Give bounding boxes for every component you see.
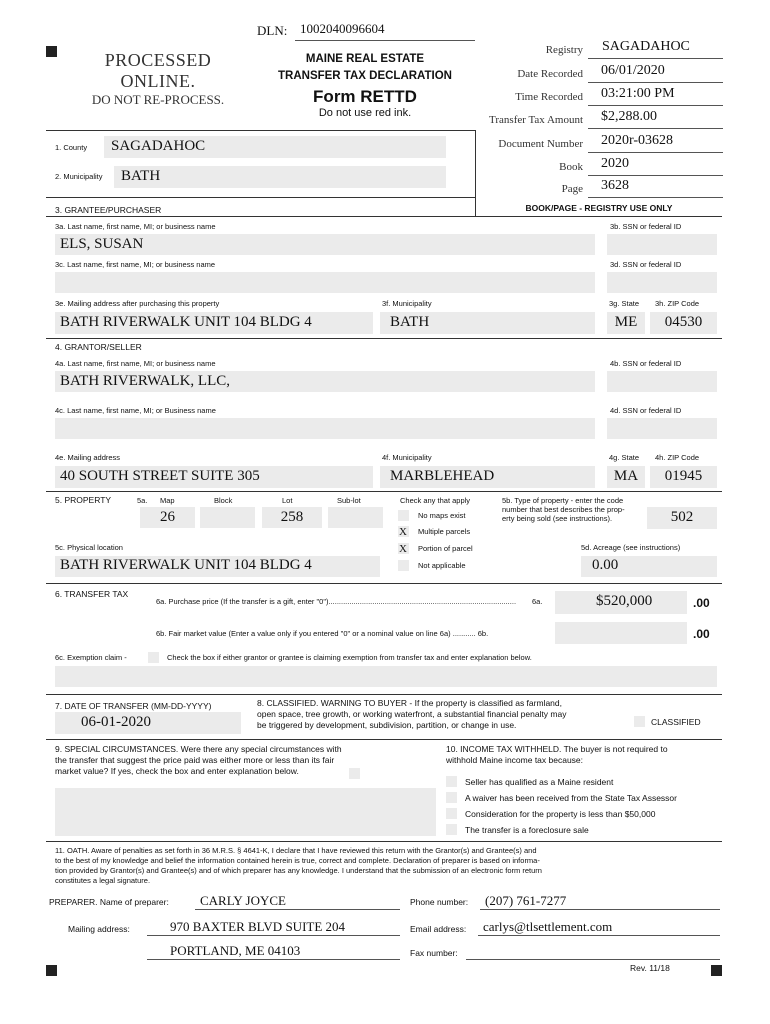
transfer-tax-section-title: 6. TRANSFER TAX (55, 589, 129, 599)
not-applicable-label: Not applicable (418, 561, 466, 570)
check-any-label: Check any that apply (400, 496, 471, 505)
email-label: Email address: (410, 924, 467, 934)
time-recorded-value: 03:21:00 PM (601, 86, 675, 101)
classified-line-1: 8. CLASSIFIED. WARNING TO BUYER - If the property is classified as farmland, (257, 698, 562, 708)
withheld-option-3: Consideration for the property is less than $50,000 (465, 809, 656, 819)
grantee-name-c-label: 3c. Last name, first name, MI; or business name (55, 260, 216, 269)
map-label: Map (160, 496, 175, 505)
grantee-ssn-d-field[interactable] (607, 272, 717, 293)
fair-market-value-label: 6b. Fair market value (Enter a value only if you entered "0" or a nominal value on line 6a) ........... 6b. (156, 629, 489, 638)
grantor-ssn-b-field[interactable] (607, 371, 717, 392)
purchase-price-tag: 6a. (532, 597, 543, 606)
grantor-ssn-b-label: 4b. SSN or federal ID (610, 359, 682, 368)
multiple-parcels-x: X (399, 526, 407, 538)
grantor-ssn-d-label: 4d. SSN or federal ID (610, 406, 682, 415)
grantee-municipality-label: 3f. Municipality (382, 299, 432, 308)
map-sub-label: 5a. (137, 496, 148, 505)
transfer-date-label: 7. DATE OF TRANSFER (MM-DD-YYYY) (55, 701, 212, 711)
physical-location-label: 5c. Physical location (55, 543, 123, 552)
registry-label: Registry (545, 44, 583, 56)
multiple-parcels-label: Multiple parcels (418, 527, 471, 536)
preparer-name: CARLY JOYCE (200, 893, 286, 908)
grantor-zip-label: 4h. ZIP Code (655, 453, 700, 462)
income-tax-withheld-line-1: 10. INCOME TAX WITHHELD. The buyer is not required to (446, 744, 668, 754)
special-circumstances-line-1: 9. SPECIAL CIRCUMSTANCES. Were there any special circumstances with (55, 744, 342, 754)
fair-market-value-field[interactable] (555, 622, 687, 644)
oath-line-1: 11. OATH. Aware of penalties as set forth in 36 M.R.S. § 4641-K, I declare that I have reviewed this return with the Grantor(s) and Grantee(s) and (55, 846, 537, 855)
classified-checkbox-label: CLASSIFIED (651, 717, 701, 727)
classified-line-2: open space, tree growth, or working waterfront, a substantial financial penalty may (257, 709, 567, 719)
property-type-label-1: 5b. Type of property - enter the code (502, 496, 624, 505)
date-recorded-label: Date Recorded (517, 68, 583, 80)
dln-value: 1002040096604 (300, 21, 385, 36)
not-applicable-checkbox[interactable] (398, 560, 409, 571)
block-label: Block (214, 496, 233, 505)
stamp-do-not: DO NOT RE-PROCESS. (91, 92, 225, 107)
transfer-date-value: 06-01-2020 (81, 714, 151, 730)
oath-line-4: constitutes a legal signature. (55, 876, 151, 885)
grantor-address: 40 SOUTH STREET SUITE 305 (60, 468, 260, 484)
oath-line-2: to the best of my knowledge and belief the information contained herein is true, correct and complete. Declaration of preparer is based on informa- (55, 856, 540, 865)
withheld-option-3-checkbox[interactable] (446, 808, 457, 819)
classified-checkbox[interactable] (634, 716, 645, 727)
grantor-name-a: BATH RIVERWALK, LLC, (60, 373, 230, 389)
mailing-address-line-1: 970 BAXTER BLVD SUITE 204 (170, 919, 346, 934)
mailing-address-label: Mailing address: (68, 924, 130, 934)
form-title-2: TRANSFER TAX DECLARATION (278, 70, 452, 82)
withheld-option-4: The transfer is a foreclosure sale (465, 825, 589, 835)
grantee-zip: 04530 (664, 314, 703, 330)
grantee-ssn-b-label: 3b. SSN or federal ID (610, 222, 682, 231)
map-value: 26 (160, 509, 175, 525)
portion-parcel-label: Portion of parcel (418, 544, 473, 553)
grantee-address: BATH RIVERWALK UNIT 104 BLDG 4 (60, 314, 312, 330)
property-type-label-2: number that best describes the prop- (502, 505, 625, 514)
fax-label: Fax number: (410, 948, 458, 958)
income-tax-withheld-line-2: withhold Maine income tax because: (446, 755, 584, 765)
registry-value: SAGADAHOC (602, 39, 690, 54)
withheld-option-4-checkbox[interactable] (446, 824, 457, 835)
phone-value: (207) 761-7277 (485, 893, 567, 908)
grantor-zip: 01945 (664, 468, 703, 484)
stamp-processed: PROCESSED (104, 50, 212, 70)
fair-market-value-cents: .00 (693, 627, 710, 641)
transfer-tax-amount-label: Transfer Tax Amount (489, 114, 583, 126)
municipality-field[interactable] (114, 166, 446, 188)
grantor-municipality: MARBLEHEAD (390, 468, 495, 484)
date-recorded-value: 06/01/2020 (601, 63, 665, 78)
purchase-price-value: $520,000 (596, 593, 653, 609)
registry-use-only: BOOK/PAGE - REGISTRY USE ONLY (525, 203, 673, 213)
county-label: 1. County (55, 143, 88, 152)
grantor-name-c-field[interactable] (55, 418, 595, 439)
grantor-name-c-label: 4c. Last name, first name, MI; or Business name (55, 406, 216, 415)
acreage-label: 5d. Acreage (see instructions) (581, 543, 681, 552)
transfer-tax-amount-value: $2,288.00 (601, 109, 657, 124)
oath-line-3: tion provided by Grantor(s) and Grantee(s) and of which preparer has any knowledge. I understand that the submission of an electronic form return (55, 866, 542, 875)
preparer-name-label: PREPARER. Name of preparer: (49, 897, 169, 907)
dln-label: DLN: (257, 23, 288, 38)
grantee-ssn-b-field[interactable] (607, 234, 717, 255)
grantor-section-title: 4. GRANTOR/SELLER (55, 342, 142, 352)
portion-parcel-x: X (399, 543, 407, 555)
grantee-name-c-field[interactable] (55, 272, 595, 293)
county-value: SAGADAHOC (111, 138, 206, 154)
exemption-text: Check the box if either grantor or grantee is claiming exemption from transfer tax and enter explanation below. (167, 653, 532, 662)
document-number-value: 2020r-03628 (601, 133, 674, 148)
grantor-ssn-d-field[interactable] (607, 418, 717, 439)
grantee-address-label: 3e. Mailing address after purchasing this property (55, 299, 220, 308)
book-label: Book (559, 161, 583, 173)
revision-label: Rev. 11/18 (630, 963, 670, 973)
property-type-label-3: erty being sold (see instructions). (502, 514, 613, 523)
ink-note: Do not use red ink. (318, 107, 412, 119)
property-section-title: 5. PROPERTY (55, 495, 112, 505)
mailing-address-line-2: PORTLAND, ME 04103 (170, 943, 301, 958)
grantor-municipality-label: 4f. Municipality (382, 453, 432, 462)
stamp-online: ONLINE. (120, 71, 196, 91)
grantor-state: MA (613, 468, 639, 484)
grantee-zip-label: 3h. ZIP Code (655, 299, 700, 308)
page-label: Page (561, 183, 583, 195)
book-value: 2020 (601, 156, 629, 171)
corner-mark (46, 46, 57, 57)
sublot-label: Sub-lot (337, 496, 361, 505)
withheld-option-1-checkbox[interactable] (446, 776, 457, 787)
form-name: Form RETTD (313, 87, 417, 106)
grantor-address-label: 4e. Mailing address (55, 453, 121, 462)
grantee-state: ME (614, 314, 638, 330)
grantee-municipality: BATH (390, 314, 430, 330)
grantor-name-a-label: 4a. Last name, first name, MI; or business name (55, 359, 216, 368)
page-value: 3628 (601, 178, 629, 193)
physical-location: BATH RIVERWALK UNIT 104 BLDG 4 (60, 557, 312, 573)
grantor-state-label: 4g. State (609, 453, 640, 462)
grantee-name-a: ELS, SUSAN (60, 236, 144, 252)
special-circumstances-line-3: market value? If yes, check the box and enter explanation below. (55, 766, 299, 776)
document-number-label: Document Number (498, 138, 583, 150)
no-maps-label: No maps exist (418, 511, 466, 520)
corner-mark (711, 965, 722, 976)
withheld-option-2: A waiver has been received from the State Tax Assessor (465, 793, 677, 803)
withheld-option-2-checkbox[interactable] (446, 792, 457, 803)
grantee-state-label: 3g. State (609, 299, 640, 308)
exemption-explanation-field[interactable] (55, 666, 717, 687)
municipality-value: BATH (121, 168, 161, 184)
special-circumstances-explanation[interactable] (55, 788, 436, 836)
email-value: carlys@tlsettlement.com (483, 919, 613, 934)
lot-label: Lot (282, 496, 293, 505)
form-title-1: MAINE REAL ESTATE (305, 53, 425, 65)
classified-line-3: be triggered by development, subdivision, partition, or change in use. (257, 720, 517, 730)
grantee-ssn-d-label: 3d. SSN or federal ID (610, 260, 682, 269)
exemption-claim-label: 6c. Exemption claim - (55, 653, 127, 662)
acreage-value: 0.00 (592, 557, 619, 573)
sublot-field[interactable] (328, 507, 383, 528)
withheld-option-1: Seller has qualified as a Maine resident (465, 777, 614, 787)
grantee-name-a-label: 3a. Last name, first name, MI; or business name (55, 222, 216, 231)
phone-label: Phone number: (410, 897, 469, 907)
special-circumstances-checkbox[interactable] (349, 768, 360, 779)
property-type-code: 502 (670, 509, 694, 525)
exemption-checkbox[interactable] (148, 652, 159, 663)
purchase-price-cents: .00 (693, 596, 710, 610)
grantee-section-title: 3. GRANTEE/PURCHASER (55, 205, 162, 215)
special-circumstances-line-2: the transfer that suggest the price paid was either more or less than its fair (55, 755, 335, 765)
purchase-price-label: 6a. Purchase price (If the transfer is a gift, enter "0").......................................................................................... (156, 597, 517, 606)
municipality-label: 2. Municipality (55, 172, 103, 181)
corner-mark (46, 965, 57, 976)
block-field[interactable] (200, 507, 255, 528)
lot-value: 258 (280, 509, 304, 525)
time-recorded-label: Time Recorded (515, 91, 583, 103)
no-maps-checkbox[interactable] (398, 510, 409, 521)
